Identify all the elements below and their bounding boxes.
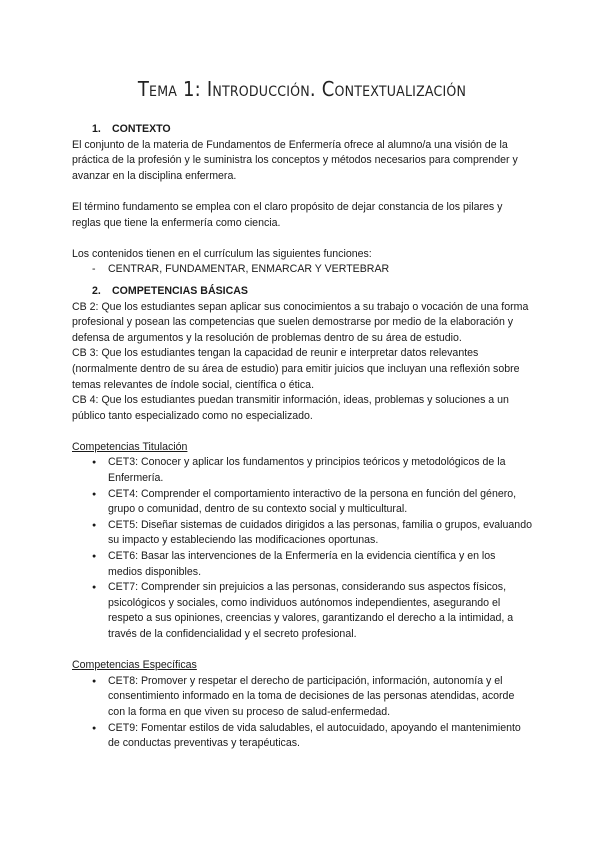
section-title: CONTEXTO (112, 123, 171, 135)
list-item: ● CET3: Conocer y aplicar los fundamentos y principios teóricos y metodológicos de la Enfermería. (92, 455, 532, 486)
list-item: ● CET9: Fomentar estilos de vida saludables, el autocuidado, apoyando el mantenimiento de conductas preventivas y terapéuticas. (92, 721, 532, 752)
list-item: ● CET7: Comprender sin prejuicios a las personas, considerando sus aspectos físicos, psicológicos y sociales, como individuos autónomos independientes, asegurando el respeto a sus opiniones, creencias y valores, garantizando el derecho a la intimidad, a través de la confidencialidad y el secreto profesional. (92, 580, 532, 642)
list-item: ● CET8: Promover y respetar el derecho de participación, información, autonomía y el consentimiento informado en la toma de decisiones de las personas atendidas, acorde con la forma en que viven su proceso de salud-enfermedad. (92, 674, 532, 721)
list-item: - CENTRAR, FUNDAMENTAR, ENMARCAR Y VERTEBRAR (92, 262, 532, 278)
list-item: ● CET6: Basar las intervenciones de la Enfermería en la evidencia científica y en los medios disponibles. (92, 549, 532, 580)
section-title: COMPETENCIAS BÁSICAS (112, 284, 248, 297)
section-number: 1. (92, 123, 101, 135)
list-item: ● CET5: Diseñar sistemas de cuidados dirigidos a las personas, familia o grupos, evaluando su impacto y estableciendo las modificaciones oportunas. (92, 518, 532, 549)
especificas-list (72, 674, 532, 752)
section-heading-contexto (92, 122, 532, 138)
titulacion-list (72, 455, 532, 642)
section-heading-competencias-basicas (92, 284, 532, 300)
document-title: Tema 1: Introducción. Contextualización (137, 77, 467, 101)
paragraph: Los contenidos tienen en el currículum las siguientes funciones: (72, 247, 372, 260)
subheading-competencias-titulacion: Competencias Titulación (72, 440, 188, 453)
subheading-competencias-especificas: Competencias Específicas (72, 659, 197, 672)
functions-list (72, 262, 532, 278)
paragraph: El conjunto de la materia de Fundamentos de Enfermería ofrece al alumno/a una visión de la práctica de la profesión y le suministra los conceptos y métodos necesarios para comprender y avanzar en la disciplina enfermera. (72, 138, 518, 182)
competencia-cb3: CB 3: Que los estudiantes tengan la capacidad de reunir e interpretar datos relevantes (normalmente dentro de su área de estudio) para emitir juicios que incluyan una reflexión sobre temas relevantes de índole social, científica o ética. (72, 347, 520, 391)
section-number: 2. (92, 284, 101, 297)
paragraph: El término fundamento se emplea con el claro propósito de dejar constancia de los pilares y reglas que tiene la enfermería como ciencia. (72, 200, 503, 229)
document-page (72, 68, 532, 752)
competencia-cb4: CB 4: Que los estudiantes puedan transmitir información, ideas, problemas y soluciones a un público tanto especializado como no especializado. (72, 394, 509, 422)
list-item: ● CET4: Comprender el comportamiento interactivo de la persona en función del género, grupo o comunidad, dentro de su contexto social y multicultural. (92, 487, 532, 518)
competencia-cb2: CB 2: Que los estudiantes sepan aplicar sus conocimientos a su trabajo o vocación de una forma profesional y posean las competencias que suelen demostrarse por medio de la elaboración y defensa de argumentos y la resolución de problemas dentro de su área de estudio. (72, 300, 529, 344)
